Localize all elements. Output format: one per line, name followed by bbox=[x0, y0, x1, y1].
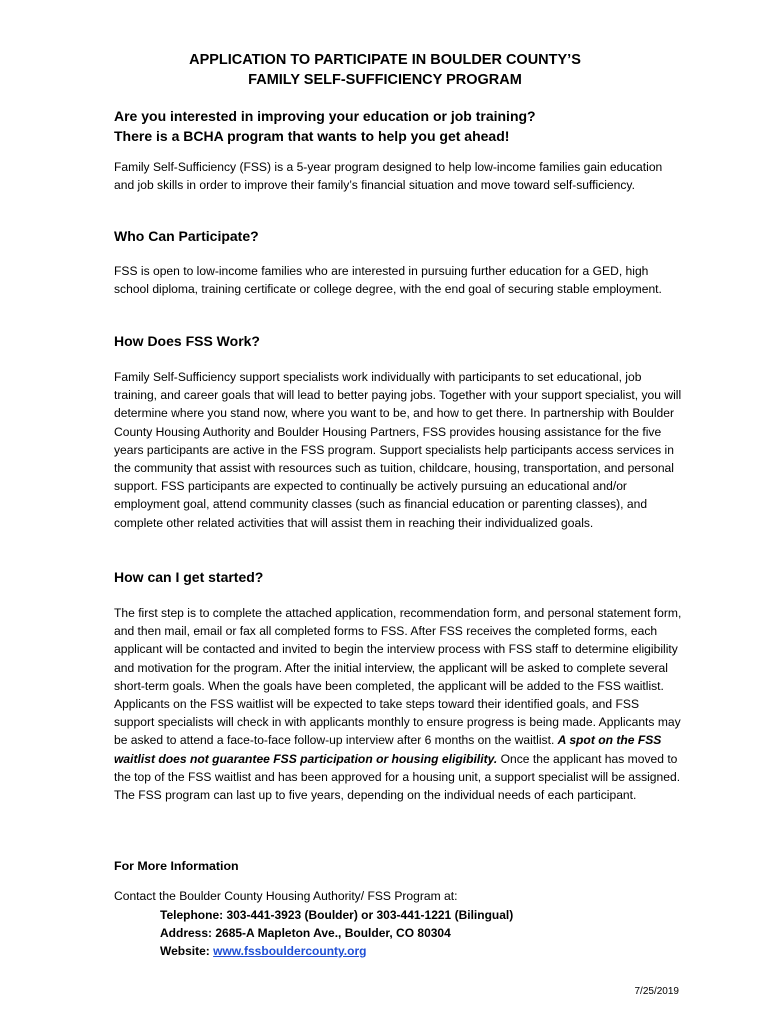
contact-website bbox=[160, 942, 366, 960]
footer-date: 7/25/2019 bbox=[634, 986, 679, 997]
website-label: Website: bbox=[160, 944, 214, 958]
how-can-i-get-started-heading: How can I get started? bbox=[114, 569, 264, 585]
overview-paragraph: Family Self-Sufficiency (FSS) is a 5-year program designed to help low-income families gain education and job skills in order to improve their family’s financial situation and move toward self-sufficiency. bbox=[114, 160, 663, 193]
contact-lead-text: Contact the Boulder County Housing Authority/ FSS Program at: bbox=[114, 889, 458, 903]
get-started-text-1: The first step is to complete the attached application, recommendation form, and personal statement form, and then mail, email or fax all completed forms to FSS. After FSS receives the completed forms, each applicant will be contacted and invited to begin the interview process with FSS staff to determine eligibility and motivation for the program. After the initial interview, the applicant will be asked to complete several short-term goals. When the goals have been completed, the applicant will be added to the FSS waitlist. Applicants on the FSS waitlist will be expected to take steps toward their identified goals, and FSS support specialists will check in with applicants monthly to ensure progress is being made. Applicants may be asked to attend a face-to-face follow-up interview after 6 months on the waitlist. bbox=[114, 606, 682, 748]
intro-question: Are you interested in improving your education or job training? bbox=[114, 108, 536, 124]
waitlist-disclaimer: A spot on the FSS waitlist does not guarantee FSS participation or housing eligibility. bbox=[114, 733, 662, 766]
for-more-information-heading: For More Information bbox=[114, 859, 239, 873]
how-does-fss-work-heading: How Does FSS Work? bbox=[114, 333, 260, 349]
document-title-line-1: APPLICATION TO PARTICIPATE IN BOULDER COUNTY’S bbox=[189, 52, 581, 68]
how-can-i-get-started-body bbox=[114, 604, 682, 804]
get-started-text-2: Once the applicant has moved to the top of the FSS waitlist and has been approved for a housing unit, a support specialist will be assigned. The FSS program can last up to five years, depending on the individual needs of each participant. bbox=[114, 751, 681, 803]
website-link[interactable]: www.fssbouldercounty.org bbox=[213, 944, 367, 958]
contact-telephone: Telephone: 303-441-3923 (Boulder) or 303-441-1221 (Bilingual) bbox=[160, 908, 514, 922]
contact-address: Address: 2685-A Mapleton Ave., Boulder, CO 80304 bbox=[160, 926, 451, 940]
who-can-participate-heading: Who Can Participate? bbox=[114, 228, 259, 244]
how-does-fss-work-body: Family Self-Sufficiency support specialists work individually with participants to set educational, job training, and career goals that will lead to better paying jobs. Together with your support specialist, you will determine where you stand now, where you want to be, and how to get there. In partnership with Boulder County Housing Authority and Boulder Housing Partners, FSS provides housing assistance for the five years participants are active in the FSS program. Support specialists help participants access services in the community that assist with resources such as tuition, childcare, housing, transportation, and personal support. FSS participants are expected to continually be actively pursuing an educational and/or employment goal, attend community classes (such as financial education or parenting classes), and complete other related activities that will assist them in reaching their individualized goals. bbox=[114, 370, 682, 530]
intro-tagline: There is a BCHA program that wants to help you get ahead! bbox=[114, 128, 510, 144]
document-title-line-2: FAMILY SELF-SUFFICIENCY PROGRAM bbox=[248, 72, 522, 88]
who-can-participate-body: FSS is open to low-income families who are interested in pursuing further education for a GED, high school diploma, training certificate or college degree, with the end goal of securing stable employment. bbox=[114, 264, 662, 297]
